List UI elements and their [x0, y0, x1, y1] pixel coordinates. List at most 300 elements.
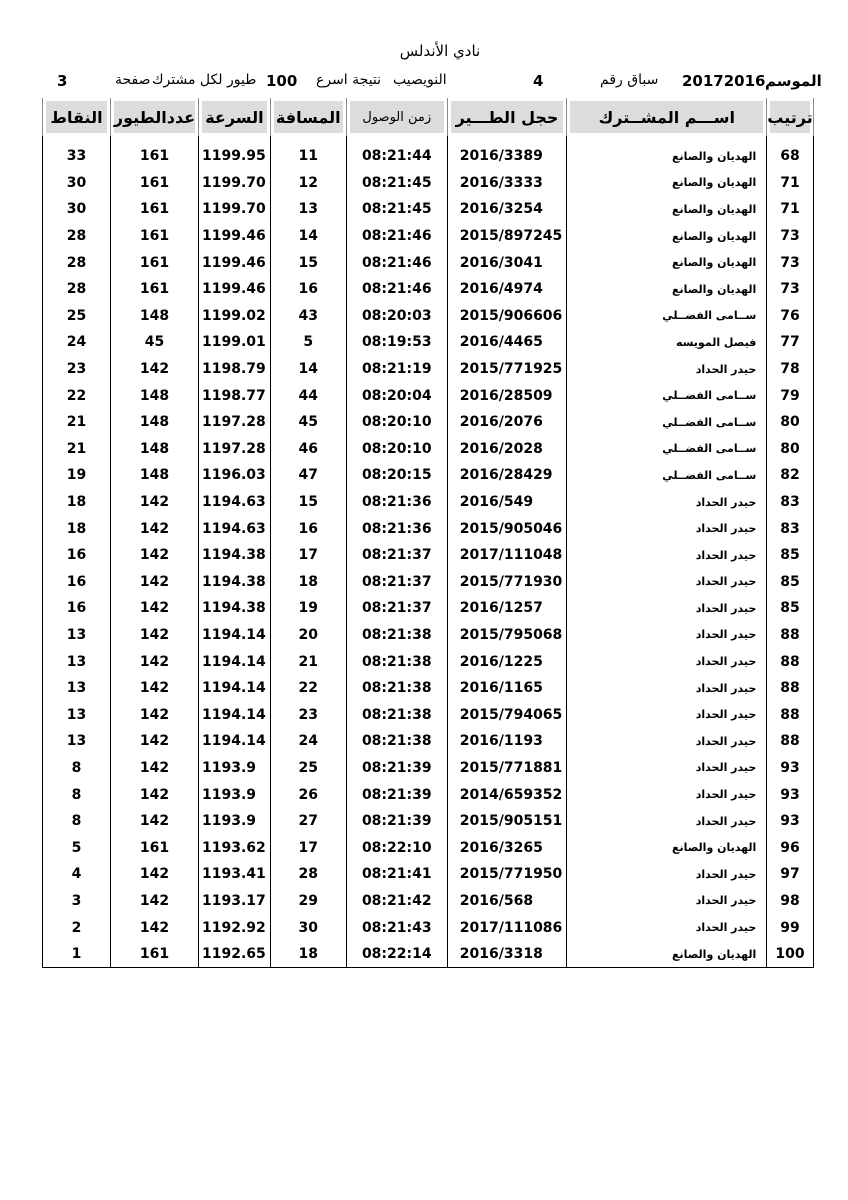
arrival-time-cell: 08:21:37 — [346, 595, 447, 622]
bird-count-cell: 142 — [111, 861, 199, 888]
ring-cell: 2016/3041 — [447, 249, 567, 276]
ring-cell: 2016/3254 — [447, 196, 567, 223]
distance-cell: 27 — [270, 808, 346, 835]
speed-cell: 1193.41 — [199, 861, 271, 888]
ring-cell: 2015/905046 — [447, 515, 567, 542]
per-member-label: طيور لكل مشترك — [152, 72, 257, 88]
participant-cell: حيدر الحداد — [567, 914, 767, 941]
rank-cell: 71 — [767, 170, 813, 197]
ring-cell: 2016/4974 — [447, 276, 567, 303]
arrival-time-cell: 08:21:19 — [346, 356, 447, 383]
bird-count-cell: 161 — [111, 196, 199, 223]
table-row — [43, 888, 814, 915]
table-row — [43, 622, 814, 649]
speed-cell: 1194.14 — [199, 675, 271, 702]
rank-cell: 85 — [767, 569, 813, 596]
points-cell: 16 — [43, 542, 111, 569]
race-number: 4 — [533, 72, 544, 90]
distance-cell: 15 — [270, 489, 346, 516]
speed-cell: 1198.79 — [199, 356, 271, 383]
ring-cell: 2016/3265 — [447, 834, 567, 861]
table-row — [43, 462, 814, 489]
participant-cell: فيصل المويسه — [567, 329, 767, 356]
rank-cell: 99 — [767, 914, 813, 941]
arrival-time-cell: 08:20:04 — [346, 382, 447, 409]
race-info-line — [45, 72, 822, 92]
participant-cell: الهديان والصانع — [567, 143, 767, 170]
result-count: 100 — [266, 72, 298, 90]
table-row — [43, 595, 814, 622]
points-cell: 24 — [43, 329, 111, 356]
table-row — [43, 861, 814, 888]
distance-cell: 17 — [270, 542, 346, 569]
bird-count-cell: 161 — [111, 834, 199, 861]
arrival-time-cell: 08:21:38 — [346, 728, 447, 755]
distance-cell: 20 — [270, 622, 346, 649]
arrival-time-cell: 08:21:36 — [346, 515, 447, 542]
distance-cell: 45 — [270, 409, 346, 436]
arrival-time-cell: 08:21:46 — [346, 249, 447, 276]
ring-cell: 2015/905151 — [447, 808, 567, 835]
points-cell: 13 — [43, 728, 111, 755]
arrival-time-cell: 08:21:46 — [346, 276, 447, 303]
table-row — [43, 356, 814, 383]
points-cell: 28 — [43, 223, 111, 250]
table-row — [43, 196, 814, 223]
points-cell: 8 — [43, 781, 111, 808]
arrival-time-cell: 08:20:10 — [346, 409, 447, 436]
points-cell: 1 — [43, 941, 111, 968]
table-row — [43, 648, 814, 675]
table-row — [43, 728, 814, 755]
points-cell: 8 — [43, 808, 111, 835]
distance-cell: 25 — [270, 755, 346, 782]
table-row — [43, 143, 814, 170]
arrival-time-cell: 08:21:44 — [346, 143, 447, 170]
bird-count-cell: 142 — [111, 622, 199, 649]
points-cell: 21 — [43, 436, 111, 463]
ring-cell: 2015/897245 — [447, 223, 567, 250]
speed-cell: 1199.46 — [199, 276, 271, 303]
arrival-time-cell: 08:21:45 — [346, 170, 447, 197]
arrival-time-cell: 08:22:10 — [346, 834, 447, 861]
header-ring: حجل الطـــير — [447, 98, 567, 136]
result-label: نتيجة اسرع — [316, 72, 382, 88]
distance-cell: 16 — [270, 515, 346, 542]
distance-cell: 11 — [270, 143, 346, 170]
bird-count-cell: 142 — [111, 888, 199, 915]
header-bird-count: عددالطيور — [111, 98, 199, 136]
race-location: النويصيب — [393, 72, 447, 88]
arrival-time-cell: 08:21:39 — [346, 755, 447, 782]
rank-cell: 85 — [767, 595, 813, 622]
participant-cell: الهديان والصانع — [567, 834, 767, 861]
points-cell: 2 — [43, 914, 111, 941]
bird-count-cell: 148 — [111, 409, 199, 436]
distance-cell: 17 — [270, 834, 346, 861]
bird-count-cell: 142 — [111, 808, 199, 835]
bird-count-cell: 142 — [111, 781, 199, 808]
bird-count-cell: 161 — [111, 223, 199, 250]
participant-cell: الهديان والصانع — [567, 223, 767, 250]
ring-cell: 2016/4465 — [447, 329, 567, 356]
points-cell: 19 — [43, 462, 111, 489]
table-row — [43, 941, 814, 968]
rank-cell: 88 — [767, 701, 813, 728]
rank-cell: 78 — [767, 356, 813, 383]
points-cell: 18 — [43, 515, 111, 542]
points-cell: 13 — [43, 622, 111, 649]
table-row — [43, 675, 814, 702]
table-row — [43, 436, 814, 463]
participant-cell: ســامى الفضــلي — [567, 303, 767, 330]
points-cell: 13 — [43, 675, 111, 702]
table-row — [43, 781, 814, 808]
rank-cell: 77 — [767, 329, 813, 356]
points-cell: 28 — [43, 249, 111, 276]
arrival-time-cell: 08:21:36 — [346, 489, 447, 516]
table-row — [43, 914, 814, 941]
points-cell: 33 — [43, 143, 111, 170]
table-row — [43, 701, 814, 728]
participant-cell: حيدر الحداد — [567, 808, 767, 835]
header-rank: ترتيب — [767, 98, 813, 136]
points-cell: 8 — [43, 755, 111, 782]
speed-cell: 1193.9 — [199, 781, 271, 808]
rank-cell: 73 — [767, 276, 813, 303]
speed-cell: 1193.9 — [199, 808, 271, 835]
participant-cell: ســامى الفضــلي — [567, 436, 767, 463]
ring-cell: 2016/568 — [447, 888, 567, 915]
rank-cell: 100 — [767, 941, 813, 968]
table-row — [43, 329, 814, 356]
distance-cell: 18 — [270, 941, 346, 968]
page-label: صفحة — [115, 72, 151, 88]
distance-cell: 14 — [270, 223, 346, 250]
participant-cell: حيدر الحداد — [567, 701, 767, 728]
bird-count-cell: 161 — [111, 143, 199, 170]
distance-cell: 44 — [270, 382, 346, 409]
speed-cell: 1194.14 — [199, 622, 271, 649]
distance-cell: 12 — [270, 170, 346, 197]
bird-count-cell: 142 — [111, 542, 199, 569]
speed-cell: 1196.03 — [199, 462, 271, 489]
speed-cell: 1194.14 — [199, 648, 271, 675]
table-row — [43, 382, 814, 409]
arrival-time-cell: 08:20:10 — [346, 436, 447, 463]
participant-cell: حيدر الحداد — [567, 356, 767, 383]
bird-count-cell: 161 — [111, 170, 199, 197]
participant-cell: ســامى الفضــلي — [567, 462, 767, 489]
bird-count-cell: 148 — [111, 303, 199, 330]
table-row — [43, 170, 814, 197]
speed-cell: 1192.65 — [199, 941, 271, 968]
distance-cell: 24 — [270, 728, 346, 755]
ring-cell: 2016/2076 — [447, 409, 567, 436]
rank-cell: 97 — [767, 861, 813, 888]
distance-cell: 47 — [270, 462, 346, 489]
distance-cell: 21 — [270, 648, 346, 675]
participant-cell: حيدر الحداد — [567, 675, 767, 702]
participant-cell: حيدر الحداد — [567, 542, 767, 569]
table-row — [43, 276, 814, 303]
points-cell: 28 — [43, 276, 111, 303]
speed-cell: 1193.17 — [199, 888, 271, 915]
points-cell: 21 — [43, 409, 111, 436]
rank-cell: 68 — [767, 143, 813, 170]
participant-cell: حيدر الحداد — [567, 622, 767, 649]
speed-cell: 1194.14 — [199, 728, 271, 755]
rank-cell: 88 — [767, 675, 813, 702]
rank-cell: 76 — [767, 303, 813, 330]
points-cell: 25 — [43, 303, 111, 330]
ring-cell: 2017/111048 — [447, 542, 567, 569]
ring-cell: 2016/1193 — [447, 728, 567, 755]
header-distance: المسافة — [270, 98, 346, 136]
arrival-time-cell: 08:21:38 — [346, 648, 447, 675]
distance-cell: 43 — [270, 303, 346, 330]
table-row — [43, 489, 814, 516]
speed-cell: 1199.46 — [199, 223, 271, 250]
club-title: نادي الأندلس — [399, 42, 481, 60]
participant-cell: حيدر الحداد — [567, 781, 767, 808]
table-row — [43, 542, 814, 569]
distance-cell: 23 — [270, 701, 346, 728]
ring-cell: 2015/771925 — [447, 356, 567, 383]
ring-cell: 2015/795068 — [447, 622, 567, 649]
distance-cell: 5 — [270, 329, 346, 356]
bird-count-cell: 148 — [111, 436, 199, 463]
arrival-time-cell: 08:22:14 — [346, 941, 447, 968]
rank-cell: 93 — [767, 781, 813, 808]
table-row — [43, 808, 814, 835]
race-label: سباق رقم — [600, 72, 659, 88]
table-row — [43, 249, 814, 276]
rank-cell: 88 — [767, 622, 813, 649]
bird-count-cell: 142 — [111, 755, 199, 782]
speed-cell: 1193.9 — [199, 755, 271, 782]
header-arrival-time: زمن الوصول — [346, 98, 447, 136]
participant-cell: حيدر الحداد — [567, 515, 767, 542]
points-cell: 5 — [43, 834, 111, 861]
rank-cell: 80 — [767, 436, 813, 463]
bird-count-cell: 142 — [111, 675, 199, 702]
arrival-time-cell: 08:21:37 — [346, 569, 447, 596]
bird-count-cell: 142 — [111, 728, 199, 755]
speed-cell: 1199.02 — [199, 303, 271, 330]
participant-cell: الهديان والصانع — [567, 170, 767, 197]
speed-cell: 1198.77 — [199, 382, 271, 409]
ring-cell: 2016/28429 — [447, 462, 567, 489]
bird-count-cell: 161 — [111, 249, 199, 276]
participant-cell: حيدر الحداد — [567, 489, 767, 516]
rank-cell: 83 — [767, 489, 813, 516]
ring-cell: 2016/3333 — [447, 170, 567, 197]
participant-cell: حيدر الحداد — [567, 595, 767, 622]
speed-cell: 1197.28 — [199, 436, 271, 463]
ring-cell: 2015/771950 — [447, 861, 567, 888]
arrival-time-cell: 08:21:41 — [346, 861, 447, 888]
rank-cell: 80 — [767, 409, 813, 436]
ring-cell: 2016/1225 — [447, 648, 567, 675]
page-number: 3 — [57, 72, 68, 90]
participant-cell: الهديان والصانع — [567, 249, 767, 276]
header-speed: السرعة — [199, 98, 271, 136]
arrival-time-cell: 08:21:38 — [346, 622, 447, 649]
distance-cell: 22 — [270, 675, 346, 702]
table-row — [43, 755, 814, 782]
table-row — [43, 409, 814, 436]
arrival-time-cell: 08:20:15 — [346, 462, 447, 489]
rank-cell: 73 — [767, 249, 813, 276]
table-header-row — [43, 98, 814, 136]
speed-cell: 1194.63 — [199, 515, 271, 542]
ring-cell: 2017/111086 — [447, 914, 567, 941]
distance-cell: 14 — [270, 356, 346, 383]
arrival-time-cell: 08:21:42 — [346, 888, 447, 915]
arrival-time-cell: 08:21:46 — [346, 223, 447, 250]
rank-cell: 73 — [767, 223, 813, 250]
rank-cell: 88 — [767, 648, 813, 675]
ring-cell: 2016/549 — [447, 489, 567, 516]
participant-cell: حيدر الحداد — [567, 861, 767, 888]
points-cell: 3 — [43, 888, 111, 915]
bird-count-cell: 142 — [111, 356, 199, 383]
speed-cell: 1197.28 — [199, 409, 271, 436]
bird-count-cell: 142 — [111, 648, 199, 675]
bird-count-cell: 142 — [111, 489, 199, 516]
points-cell: 4 — [43, 861, 111, 888]
header-points: النقاط — [43, 98, 111, 136]
speed-cell: 1199.95 — [199, 143, 271, 170]
rank-cell: 85 — [767, 542, 813, 569]
arrival-time-cell: 08:21:38 — [346, 675, 447, 702]
participant-cell: الهديان والصانع — [567, 941, 767, 968]
ring-cell: 2016/3389 — [447, 143, 567, 170]
arrival-time-cell: 08:21:37 — [346, 542, 447, 569]
speed-cell: 1194.63 — [199, 489, 271, 516]
arrival-time-cell: 08:21:39 — [346, 808, 447, 835]
arrival-time-cell: 08:21:39 — [346, 781, 447, 808]
bird-count-cell: 142 — [111, 914, 199, 941]
distance-cell: 46 — [270, 436, 346, 463]
table-row — [43, 303, 814, 330]
table-row — [43, 569, 814, 596]
bird-count-cell: 161 — [111, 941, 199, 968]
ring-cell: 2015/906606 — [447, 303, 567, 330]
table-row — [43, 834, 814, 861]
rank-cell: 88 — [767, 728, 813, 755]
table-row — [43, 223, 814, 250]
participant-cell: الهديان والصانع — [567, 276, 767, 303]
participant-cell: حيدر الحداد — [567, 569, 767, 596]
participant-cell: حيدر الحداد — [567, 648, 767, 675]
bird-count-cell: 142 — [111, 569, 199, 596]
rank-cell: 83 — [767, 515, 813, 542]
ring-cell: 2014/659352 — [447, 781, 567, 808]
participant-cell: الهديان والصانع — [567, 196, 767, 223]
rank-cell: 82 — [767, 462, 813, 489]
distance-cell: 30 — [270, 914, 346, 941]
distance-cell: 18 — [270, 569, 346, 596]
bird-count-cell: 45 — [111, 329, 199, 356]
rank-cell: 93 — [767, 808, 813, 835]
distance-cell: 15 — [270, 249, 346, 276]
speed-cell: 1193.62 — [199, 834, 271, 861]
bird-count-cell: 142 — [111, 595, 199, 622]
ring-cell: 2015/794065 — [447, 701, 567, 728]
points-cell: 16 — [43, 595, 111, 622]
bird-count-cell: 142 — [111, 515, 199, 542]
arrival-time-cell: 08:21:45 — [346, 196, 447, 223]
arrival-time-cell: 08:20:03 — [346, 303, 447, 330]
season-label: الموسم — [765, 72, 822, 90]
rank-cell: 93 — [767, 755, 813, 782]
ring-cell: 2016/28509 — [447, 382, 567, 409]
distance-cell: 28 — [270, 861, 346, 888]
season-value: 20172016 — [682, 72, 766, 90]
ring-cell: 2016/1257 — [447, 595, 567, 622]
ring-cell: 2015/771881 — [447, 755, 567, 782]
points-cell: 13 — [43, 701, 111, 728]
speed-cell: 1199.70 — [199, 196, 271, 223]
participant-cell: ســامى الفضــلي — [567, 382, 767, 409]
rank-cell: 98 — [767, 888, 813, 915]
rank-cell: 96 — [767, 834, 813, 861]
speed-cell: 1194.38 — [199, 595, 271, 622]
points-cell: 23 — [43, 356, 111, 383]
distance-cell: 13 — [270, 196, 346, 223]
participant-cell: حيدر الحداد — [567, 728, 767, 755]
participant-cell: حيدر الحداد — [567, 755, 767, 782]
ring-cell: 2016/2028 — [447, 436, 567, 463]
participant-cell: ســامى الفضــلي — [567, 409, 767, 436]
results-table — [42, 98, 814, 968]
rank-cell: 71 — [767, 196, 813, 223]
arrival-time-cell: 08:21:38 — [346, 701, 447, 728]
rank-cell: 79 — [767, 382, 813, 409]
speed-cell: 1194.38 — [199, 542, 271, 569]
distance-cell: 29 — [270, 888, 346, 915]
bird-count-cell: 148 — [111, 382, 199, 409]
ring-cell: 2016/3318 — [447, 941, 567, 968]
points-cell: 16 — [43, 569, 111, 596]
distance-cell: 19 — [270, 595, 346, 622]
ring-cell: 2016/1165 — [447, 675, 567, 702]
table-row — [43, 515, 814, 542]
points-cell: 30 — [43, 196, 111, 223]
bird-count-cell: 148 — [111, 462, 199, 489]
arrival-time-cell: 08:19:53 — [346, 329, 447, 356]
speed-cell: 1192.92 — [199, 914, 271, 941]
header-participant: اســـم المشــترك — [567, 98, 767, 136]
speed-cell: 1194.38 — [199, 569, 271, 596]
speed-cell: 1199.01 — [199, 329, 271, 356]
arrival-time-cell: 08:21:43 — [346, 914, 447, 941]
points-cell: 30 — [43, 170, 111, 197]
distance-cell: 16 — [270, 276, 346, 303]
bird-count-cell: 142 — [111, 701, 199, 728]
ring-cell: 2015/771930 — [447, 569, 567, 596]
points-cell: 13 — [43, 648, 111, 675]
points-cell: 18 — [43, 489, 111, 516]
participant-cell: حيدر الحداد — [567, 888, 767, 915]
distance-cell: 26 — [270, 781, 346, 808]
speed-cell: 1194.14 — [199, 701, 271, 728]
points-cell: 22 — [43, 382, 111, 409]
bird-count-cell: 161 — [111, 276, 199, 303]
speed-cell: 1199.46 — [199, 249, 271, 276]
